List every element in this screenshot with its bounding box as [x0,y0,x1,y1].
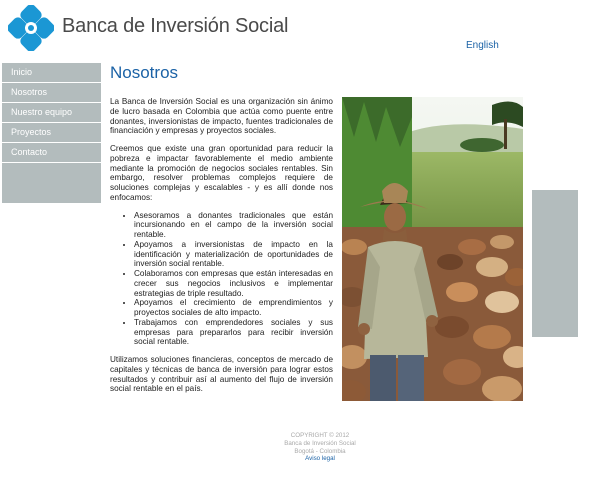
sidebar-nav [2,63,101,203]
legal-notice-link[interactable]: Aviso legal [305,455,335,463]
sidebar-item-proyectos[interactable]: Proyectos [2,123,101,143]
list-item: • Apoyamos el crecimiento de emprendimientos y proyectos sociales de alto impacto. [134,298,333,318]
services-list [110,211,333,348]
main-text [110,97,333,402]
footer-location: Bogotá - Colombia [294,447,346,455]
logo [8,5,54,51]
decorative-side-panel [532,190,578,337]
opportunity-paragraph: Creemos que existe una gran oportunidad para reducir la pobreza e impactar favorablemente el medio ambiente mediante la promoción de negocios sociales rentables. Sin embargo, resolver problemas complejos requiere de soluciones complejas y escalables - y es allí donde nos enfocamos: [110,144,333,202]
sidebar-item-contacto[interactable]: Contacto [2,143,101,163]
brand-name: Banca de Inversión Social [62,15,289,37]
farmer-photo [342,97,523,401]
closing-paragraph: Utilizamos soluciones financieras, conceptos de mercado de capitales y técnicas de banca de inversión para lograr estos resultados y contribuir así al aumento del flujo de inversión social rentable en el país. [110,355,333,394]
intro-paragraph: La Banca de Inversión Social es una organización sin ánimo de lucro basada en Colombia que actúa como puente entre donantes, inversionistas de impacto, fuentes tradicionales de financiación y empresas y proyectos sociales. [110,97,333,136]
language-link-english[interactable]: English [466,40,499,51]
footer-org-name: Banca de Inversión Social [284,439,356,447]
sidebar-item-nuestro-equipo[interactable]: Nuestro equipo [2,103,101,123]
footer [250,432,390,463]
list-item: • Trabajamos con emprendedores sociales y sus empresas para prepararlos para recibir inversión social rentable. [134,318,333,347]
page-title: Nosotros [110,63,179,82]
sidebar-item-inicio[interactable]: Inicio [2,63,101,83]
list-item: • Apoyamos a inversionistas de impacto en la identificación y materialización de oportunidades de inversión social rentable. [134,240,333,269]
copyright-text: COPYRIGHT © 2012 [290,432,350,439]
list-item: • Colaboramos con empresas que están interesadas en crecer sus negocios inclusivos e implementar estrategias de triple resultado. [134,269,333,298]
list-item: • Asesoramos a donantes tradicionales que están incursionando en el campo de la inversión social rentable. [134,211,333,240]
sidebar-item-nosotros[interactable]: Nosotros [2,83,101,103]
